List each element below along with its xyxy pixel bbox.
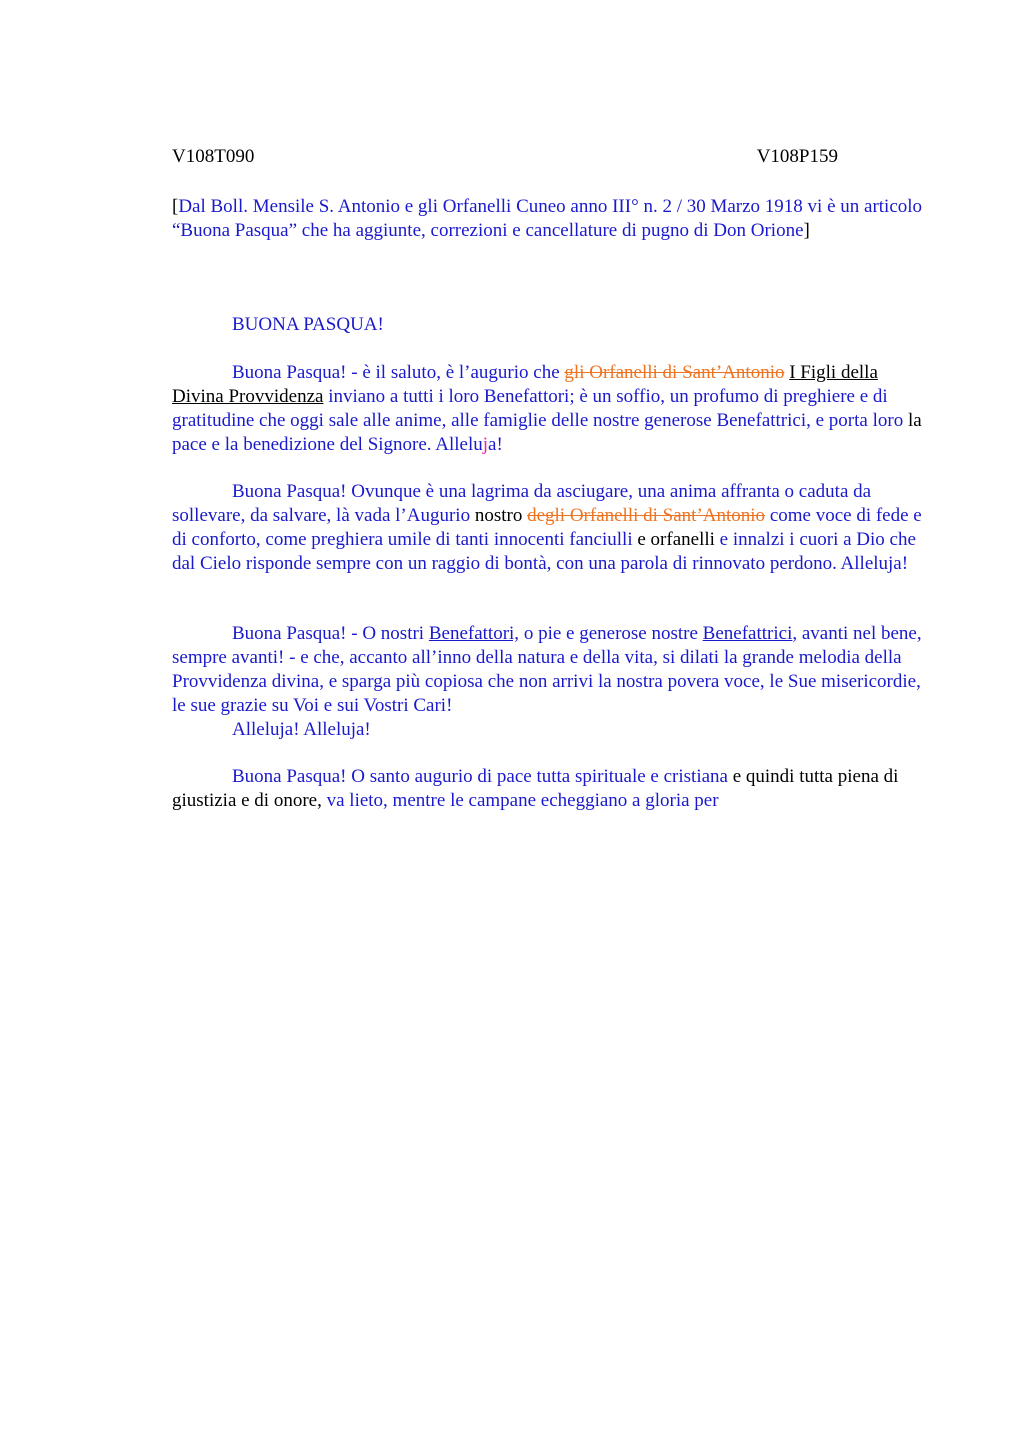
p1-la: la [907,410,922,431]
intro-open-bracket: [ [172,196,179,217]
document-code-left: V108T090 [172,146,255,167]
article-title [172,313,930,337]
p1-inserted-text: I Figli della Divina Provvidenza [172,362,878,407]
p3-underlined-benefattrici: Benefattrici [702,623,793,644]
page-header [172,146,838,170]
p2-inserted-text: e orfanelli [637,529,715,550]
paragraph-2 [172,480,930,576]
intro-text: Dal Boll. Mensile S. Antonio e gli Orfanelli Cuneo anno III° n. 2 / 30 Marzo 1918 vi è un articolo “Buona Pasqua” che ha aggiunte, correzioni e cancellature di pugno di Don Orione [172,196,923,241]
p3-underlined-benefattori: Benefattori, [428,623,520,644]
intro-note [172,195,930,243]
p2-text-b: come voce di fede e di conforto, come preghiera umile di tanti innocenti fanciulli [172,505,922,550]
p1-j-correction: j [482,434,489,455]
p4-inserted-text: e quindi tutta piena di giustizia e di onore, [172,766,899,811]
title-text: BUONA PASQUA! [232,314,384,335]
p1-text-d: a! [488,434,503,455]
p2-nostro: nostro [474,505,523,526]
paragraph-3 [172,622,930,742]
p2-deleted-text: degli Orfanelli di Sant’Antonio [527,505,766,526]
p1-text-c: pace e la benedizione del Signore. Allelu [172,434,483,455]
p4-text-b: va lieto, mentre le campane echeggiano a gloria per [321,790,719,811]
p2-text-a: Buona Pasqua! Ovunque è una lagrima da asciugare, una anima affranta o caduta da sollevare, da salvare, là vada l’Augurio [172,481,872,526]
p3-text-a: Buona Pasqua! - O nostri [232,623,429,644]
p1-text-a: Buona Pasqua! - è il saluto, è l’augurio che [232,362,565,383]
p2-text-c: e innalzi i cuori a Dio che dal Cielo risponde sempre con un raggio di bontà, con una parola di rinnovato perdono. Alleluja! [172,529,916,574]
p3-alleluja: Alleluja! Alleluja! [232,719,371,740]
intro-close-bracket: ] [803,220,810,241]
p1-text-b: inviano a tutti i loro Benefattori; è un soffio, un profumo di preghiere e di gratitudine che oggi sale alle anime, alle famiglie delle nostre generose Benefattrici, e porta loro [172,386,908,431]
p1-deleted-text: gli Orfanelli di Sant’Antonio [564,362,785,383]
paragraph-1 [172,361,930,457]
paragraph-4 [172,765,930,813]
p3-text-b: o pie e generose nostre [519,623,703,644]
p3-text-c: , avanti nel bene, sempre avanti! - e che, accanto all’inno della natura e della vita, si dilati la grande melodia della Provvidenza divina, e sparga più copiosa che non arrivi la nostra povera voce, le Sue misericordie, le sue grazie su Voi e sui Vostri Cari! [172,623,922,716]
document-code-right: V108P159 [756,146,838,167]
p4-text-a: Buona Pasqua! O santo augurio di pace tutta spirituale e cristiana [232,766,728,787]
